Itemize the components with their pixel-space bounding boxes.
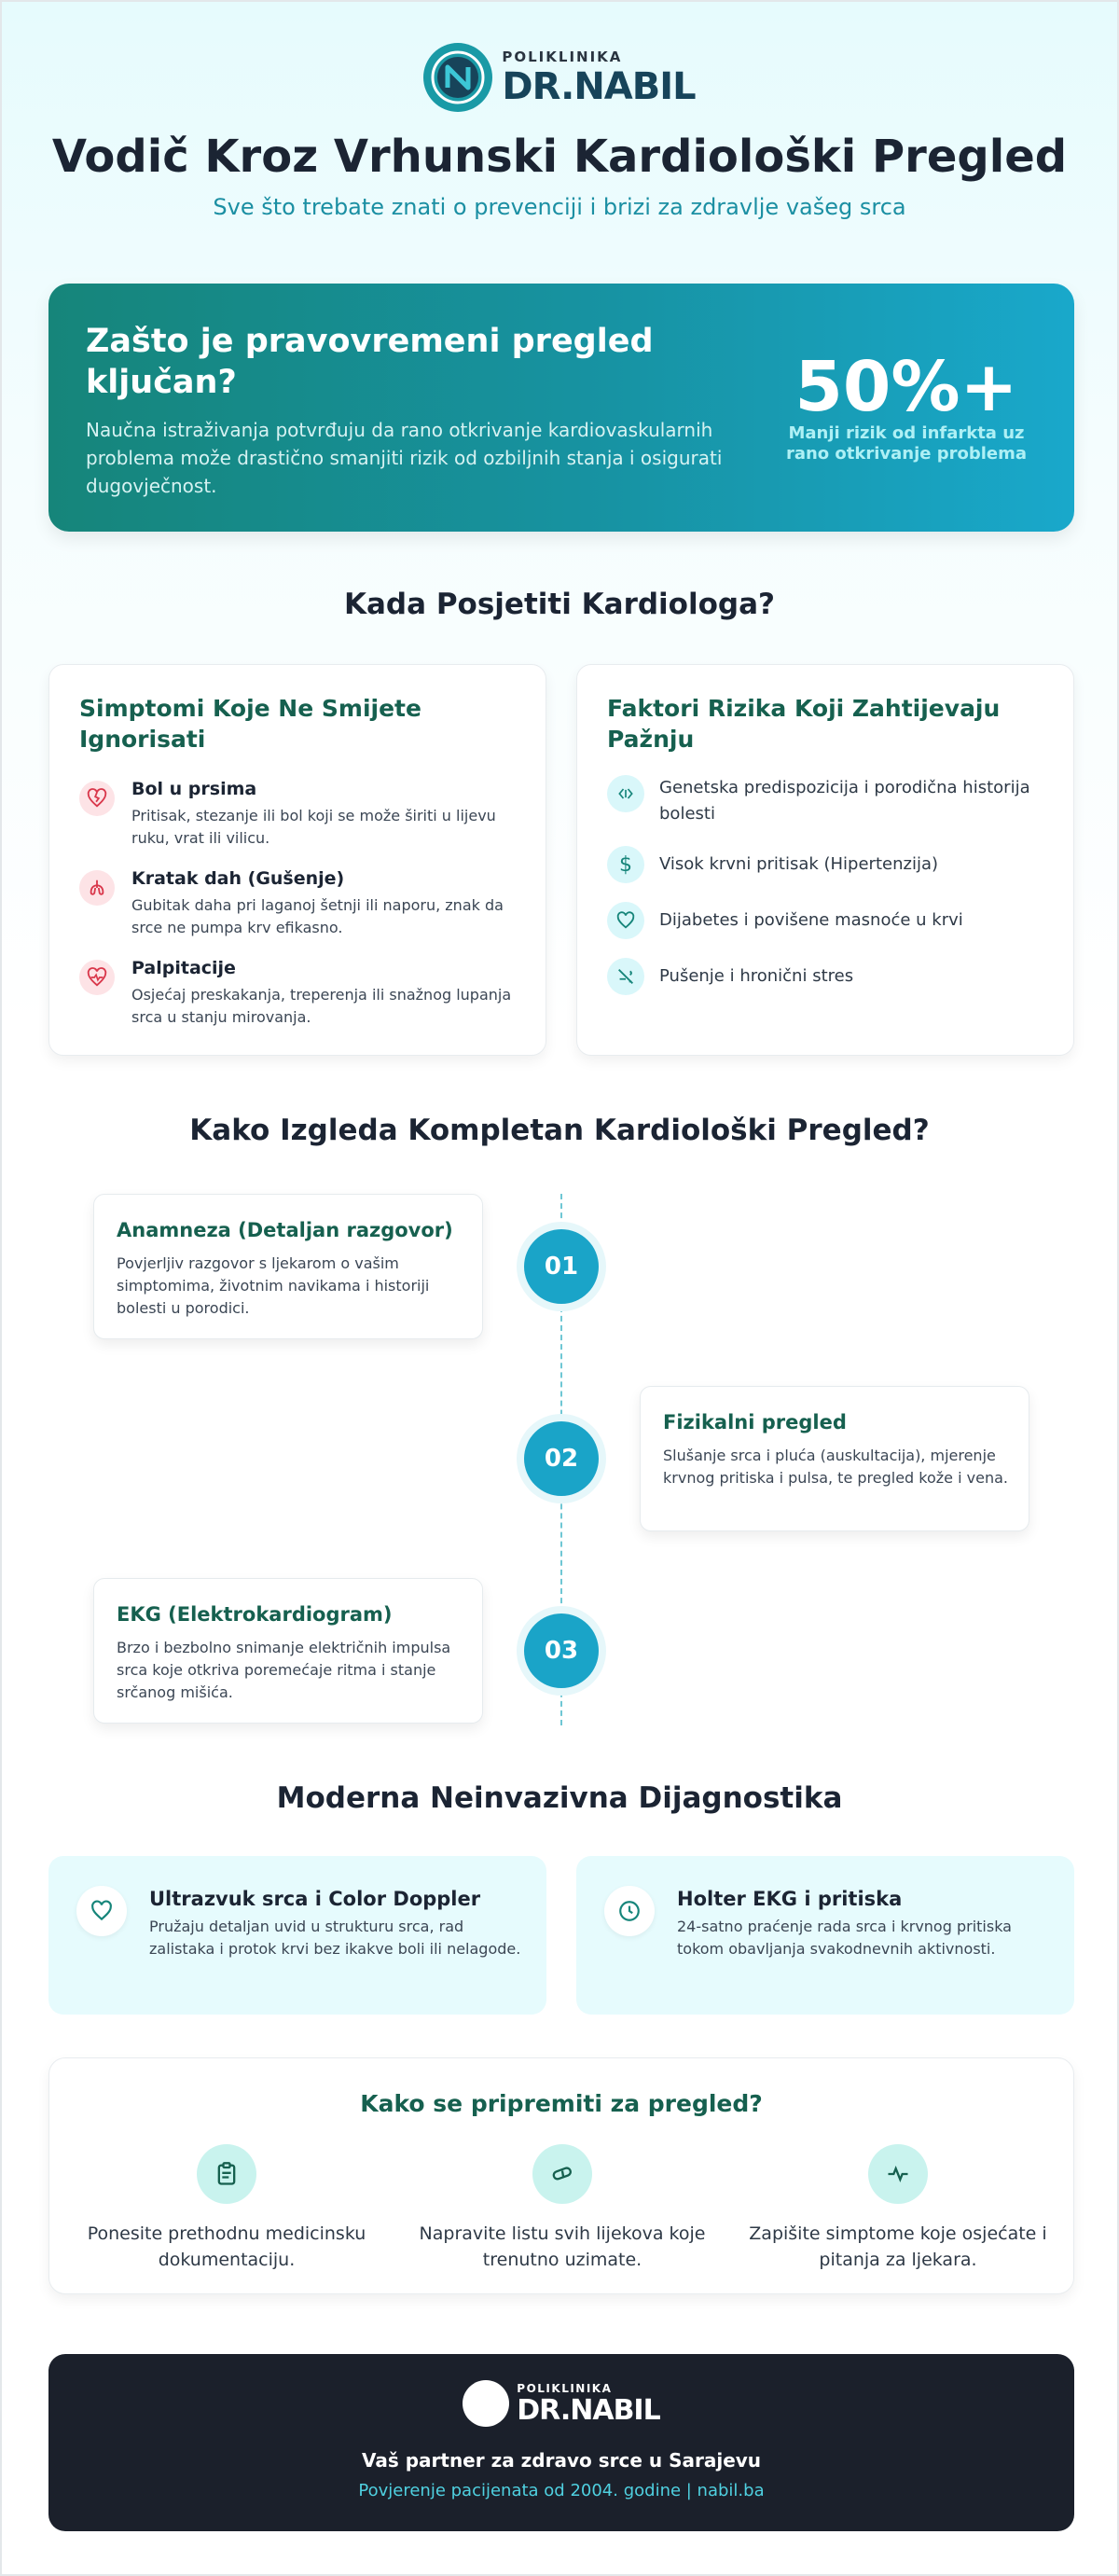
risk-text: Visok krvni pritisak (Hipertenzija) bbox=[659, 854, 939, 874]
step-title: Anamneza (Detaljan razgovor) bbox=[117, 1219, 453, 1241]
step-title: Fizikalni pregled bbox=[663, 1411, 847, 1433]
pills-icon bbox=[532, 2144, 592, 2204]
hero-stat: 50%+ bbox=[794, 347, 1018, 427]
lungs-icon bbox=[79, 870, 115, 906]
step-title: EKG (Elektrokardiogram) bbox=[117, 1603, 393, 1626]
section-title-when: Kada Posjetiti Kardiologa? bbox=[343, 588, 775, 621]
step-desc: Slušanje srca i pluća (auskultacija), mjerenje krvnog pritiska i pulsa, te pregled kože i vena. bbox=[663, 1447, 1008, 1487]
step-desc: Brzo i bezbolno snimanje električnih impulsa srca koje otkriva poremećaje ritma i stanje srčanog mišića. bbox=[117, 1639, 451, 1701]
symptom-title: Palpitacije bbox=[131, 958, 236, 978]
clock-icon bbox=[604, 1886, 655, 1936]
brand-logo bbox=[2, 43, 1117, 112]
pulse-icon bbox=[868, 2144, 928, 2204]
prep-title: Kako se pripremiti za pregled? bbox=[360, 2090, 763, 2117]
hero-heading: Zašto je pravovremeni pregled ključan? bbox=[86, 323, 654, 401]
symptom-title: Kratak dah (Gušenje) bbox=[131, 868, 345, 889]
risk-text: Genetska predispozicija i porodična historija bolesti bbox=[659, 778, 1030, 824]
clipboard-icon bbox=[197, 2144, 256, 2204]
footer-sub[interactable]: Povjerenje pacijenata od 2004. godine | nabil.ba bbox=[358, 2481, 765, 2500]
symptoms-title: Simptomi Koje Ne Smijete Ignorisati bbox=[79, 695, 421, 753]
hero-stat-label: Manji rizik od infarkta uz rano otkrivanje problema bbox=[785, 423, 1028, 464]
heart-icon bbox=[76, 1886, 127, 1936]
risk-text: Dijabetes i povišene masnoće u krvi bbox=[659, 910, 963, 930]
footer-brand-small: POLIKLINIKA bbox=[517, 2381, 613, 2395]
prep-text: Napravite listu svih lijekova koje trenutno uzimate. bbox=[419, 2223, 706, 2270]
risks-title: Faktori Rizika Koji Zahtijevaju Pažnju bbox=[607, 695, 1001, 753]
heart-icon bbox=[607, 902, 644, 939]
dna-icon bbox=[607, 775, 644, 812]
prep-text: Ponesite prethodnu medicinsku dokumentaciju. bbox=[87, 2223, 366, 2270]
footer-tagline: Vaš partner za zdravo srce u Sarajevu bbox=[361, 2449, 762, 2472]
hero-banner bbox=[48, 284, 1074, 532]
timeline-step-2 bbox=[640, 1386, 1029, 1531]
section-title-exam: Kako Izgleda Kompletan Kardiološki Pregled? bbox=[189, 1114, 930, 1147]
timeline-step-1 bbox=[93, 1194, 483, 1339]
hero-text: Naučna istraživanja potvrđuju da rano otkrivanje kardiovaskularnih problema može drastično smanjiti rizik od ozbiljnih stanja i osigurati dugovječnost. bbox=[86, 419, 723, 497]
footer-brand-logo bbox=[48, 2380, 1074, 2427]
section-title-diagnostics: Moderna Neinvazivna Dijagnostika bbox=[276, 1781, 843, 1815]
diagnostic-title: Ultrazvuk srca i Color Doppler bbox=[149, 1888, 481, 1910]
footer-logo-mark-icon bbox=[463, 2380, 509, 2427]
brand-small-text: POLIKLINIKA bbox=[502, 48, 623, 65]
footer bbox=[48, 2354, 1074, 2531]
symptom-desc: Pritisak, stezanje ili bol koji se može širiti u lijevu ruku, vrat ili vilicu. bbox=[131, 807, 496, 847]
heart-pulse-icon bbox=[79, 960, 115, 995]
logo-mark-icon bbox=[423, 43, 492, 112]
symptom-desc: Osjećaj preskakanja, treperenja ili snažnog lupanja srca u stanju mirovanja. bbox=[131, 986, 512, 1026]
symptom-title: Bol u prsima bbox=[131, 779, 257, 799]
step-number: 02 bbox=[524, 1421, 599, 1496]
diagnostic-card bbox=[48, 1856, 546, 2015]
diagnostic-desc: Pružaju detaljan uvid u strukturu srca, rad zalistaka i protok krvi bez ikakve boli ili nelagode. bbox=[149, 1918, 521, 1958]
preparation-card bbox=[48, 2057, 1074, 2294]
dollar-icon: $ bbox=[607, 846, 644, 883]
risk-text: Pušenje i hronični stres bbox=[659, 966, 854, 986]
prep-text: Zapišite simptome koje osjećate i pitanja za ljekara. bbox=[749, 2223, 1047, 2270]
diagnostic-desc: 24-satno praćenje rada srca i krvnog pritiska tokom obavljanja svakodnevnih aktivnosti. bbox=[677, 1918, 1012, 1958]
symptom-desc: Gubitak daha pri laganoj šetnji ili naporu, znak da srce ne pumpa krv efikasno. bbox=[131, 896, 504, 936]
diagnostic-title: Holter EKG i pritiska bbox=[677, 1888, 903, 1910]
no-smoking-icon bbox=[607, 958, 644, 995]
symptoms-card bbox=[48, 664, 546, 1056]
step-desc: Povjerljiv razgovor s ljekarom o vašim simptomima, životnim navikama i historiji bolesti u porodici. bbox=[117, 1254, 430, 1317]
page-subtitle: Sve što trebate znati o prevenciji i brizi za zdravlje vašeg srca bbox=[213, 194, 906, 220]
prep-item bbox=[77, 2144, 376, 2273]
footer-brand-name: DR.NABIL bbox=[517, 2393, 660, 2427]
brand-name: DR.NABIL bbox=[502, 64, 696, 108]
step-number: 03 bbox=[524, 1613, 599, 1688]
heart-crack-icon bbox=[79, 781, 115, 816]
risk-factors-card bbox=[576, 664, 1074, 1056]
prep-item bbox=[413, 2144, 711, 2273]
timeline-step-3 bbox=[93, 1578, 483, 1724]
prep-item bbox=[749, 2144, 1047, 2273]
diagnostic-card bbox=[576, 1856, 1074, 2015]
page-title: Vodič Kroz Vrhunski Kardiološki Pregled bbox=[51, 131, 1068, 183]
step-number: 01 bbox=[524, 1229, 599, 1304]
